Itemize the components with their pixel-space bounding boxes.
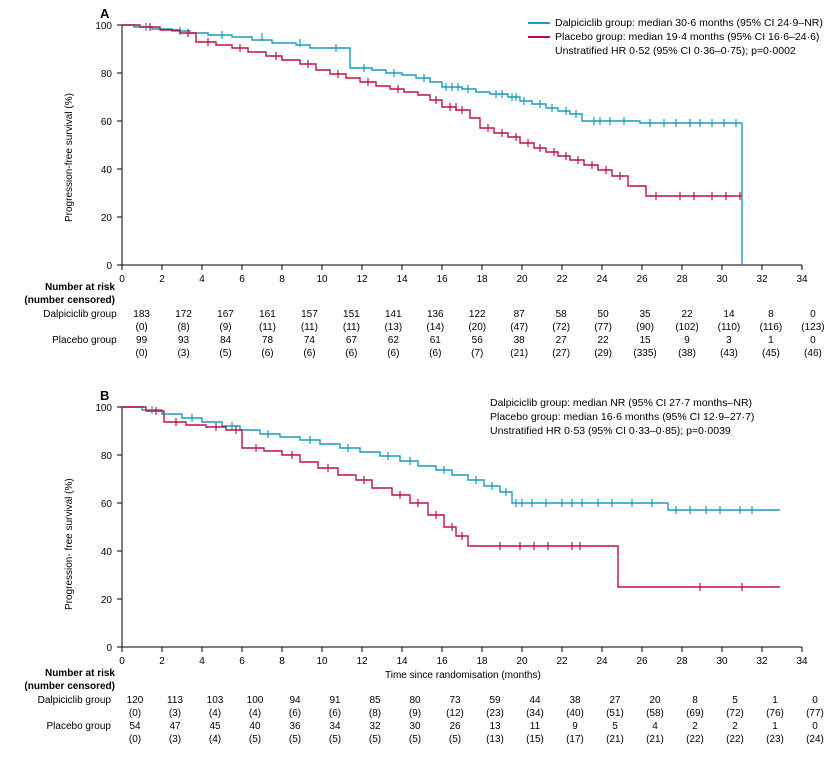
censor-marks-dalpiciclib (146, 23, 736, 127)
censored-value: (5) (288, 734, 302, 745)
svg-text:18: 18 (476, 656, 488, 667)
censored-value: (6) (261, 348, 274, 359)
risk-value: 9 (572, 721, 578, 732)
risk-value: 2 (732, 721, 738, 732)
risk-value: 120 (126, 695, 144, 706)
risk-value: 36 (289, 721, 301, 732)
censored-value: (123) (801, 322, 825, 333)
risk-value: 0 (810, 335, 816, 346)
censored-value: (12) (446, 708, 464, 719)
svg-text:24: 24 (596, 274, 608, 285)
legend-label: Dalpiciclib group: median 30·6 months (95% CI 24·9–NR) (555, 17, 823, 29)
panel-b-plot (0, 382, 834, 682)
risk-value: 8 (768, 309, 774, 320)
censored-value: (17) (566, 734, 584, 745)
svg-text:60: 60 (100, 499, 112, 510)
risk-value: 151 (343, 309, 360, 320)
risk-value: 0 (810, 309, 816, 320)
risk-value: 40 (249, 721, 261, 732)
censored-value: (69) (686, 708, 704, 719)
censored-value: (6) (345, 348, 358, 359)
censored-value: (0) (128, 708, 142, 719)
censored-value: (4) (248, 708, 262, 719)
risk-title-line1: Number at risk (44, 668, 115, 679)
risk-row-label: Placebo group (52, 335, 117, 346)
risk-row-censored (0, 321, 834, 334)
censored-value: (76) (766, 708, 784, 719)
panel-a-letter: A (100, 6, 110, 21)
censored-value: (5) (368, 734, 382, 745)
risk-value: 167 (217, 309, 234, 320)
svg-text:80: 80 (100, 451, 112, 462)
censored-value: (29) (594, 348, 612, 359)
risk-value: 13 (489, 721, 501, 732)
risk-value: 183 (133, 309, 150, 320)
svg-text:6: 6 (239, 274, 245, 285)
svg-text:10: 10 (316, 274, 328, 285)
panel-b-y-axis-title: Progression- free survival (%) (64, 478, 75, 610)
censored-value: (13) (486, 734, 504, 745)
svg-text:12: 12 (356, 274, 368, 285)
svg-text:34: 34 (796, 656, 808, 667)
risk-row-label: Dalpiciclib group (37, 695, 111, 706)
risk-value: 34 (329, 721, 341, 732)
svg-text:4: 4 (199, 656, 205, 667)
censored-value: (34) (526, 708, 544, 719)
panel-b (0, 382, 834, 762)
svg-text:14: 14 (396, 656, 408, 667)
censor-marks-placebo (156, 407, 742, 591)
legend-label: Dalpiciclib group: median NR (95% CI 27·7 months–NR) (490, 397, 753, 409)
risk-value: 73 (449, 695, 461, 706)
risk-value: 5 (732, 695, 738, 706)
panel-b-x-axis-title: Time since randomisation (months) (385, 670, 541, 681)
censored-value: (9) (408, 708, 422, 719)
censored-value: (110) (717, 322, 741, 333)
risk-value: 84 (219, 335, 232, 346)
censored-value: (21) (606, 734, 624, 745)
risk-value: 14 (723, 309, 735, 320)
risk-value: 22 (681, 309, 693, 320)
censored-value: (90) (636, 322, 654, 333)
risk-value: 20 (649, 695, 661, 706)
panel-b-letter: B (100, 388, 110, 403)
censored-value: (11) (300, 322, 318, 333)
svg-text:32: 32 (756, 656, 768, 667)
legend-label: Unstratified HR 0·52 (95% CI 0·36–0·75); p=0·0002 (555, 45, 796, 57)
svg-text:30: 30 (716, 656, 728, 667)
censored-value: (21) (646, 734, 664, 745)
risk-value: 0 (812, 695, 818, 706)
legend-label: Placebo group: median 19·4 months (95% CI 16·6–24·6) (555, 31, 820, 43)
svg-text:28: 28 (676, 656, 688, 667)
censored-value: (0) (135, 348, 148, 359)
svg-text:24: 24 (596, 656, 608, 667)
censored-value: (46) (804, 348, 822, 359)
svg-text:80: 80 (100, 69, 112, 80)
svg-text:26: 26 (636, 656, 648, 667)
censored-value: (23) (766, 734, 784, 745)
svg-text:34: 34 (796, 274, 808, 285)
censored-value: (77) (594, 322, 612, 333)
svg-text:0: 0 (106, 261, 112, 272)
risk-row-label-spacer (0, 707, 115, 720)
risk-value: 50 (597, 309, 609, 320)
censored-value: (27) (552, 348, 571, 359)
censored-value: (72) (726, 708, 744, 719)
censored-value: (7) (471, 348, 484, 359)
censored-value: (5) (448, 734, 462, 745)
risk-value: 1 (772, 695, 778, 706)
risk-value: 35 (639, 309, 651, 320)
risk-value: 93 (178, 335, 190, 346)
risk-value: 45 (209, 721, 221, 732)
risk-value: 141 (384, 309, 402, 320)
risk-row-label: Placebo group (46, 721, 111, 732)
svg-text:0: 0 (119, 656, 125, 667)
risk-value: 27 (609, 695, 621, 706)
risk-value: 22 (597, 335, 609, 346)
censored-value: (3) (168, 708, 182, 719)
risk-value: 122 (468, 309, 486, 320)
legend-label: Unstratified HR 0·53 (95% CI 0·33–0·85); p=0·0039 (490, 425, 731, 437)
svg-text:30: 30 (716, 274, 728, 285)
censored-value: (13) (384, 322, 403, 333)
censored-value: (4) (208, 708, 222, 719)
risk-value: 157 (301, 309, 318, 320)
risk-row (0, 334, 834, 347)
svg-text:20: 20 (100, 213, 112, 224)
svg-text:20: 20 (516, 656, 528, 667)
risk-value: 32 (369, 721, 381, 732)
km-curve-placebo (122, 407, 780, 587)
censored-value: (8) (177, 322, 190, 333)
censored-value: (9) (219, 322, 232, 333)
risk-value: 61 (429, 335, 441, 346)
censored-value: (6) (387, 348, 400, 359)
censored-value: (22) (686, 734, 704, 745)
svg-text:4: 4 (199, 274, 205, 285)
censored-value: (77) (806, 708, 824, 719)
risk-value: 8 (692, 695, 698, 706)
censored-value: (24) (806, 734, 824, 745)
risk-value: 74 (303, 335, 315, 346)
svg-text:2: 2 (159, 274, 165, 285)
svg-text:28: 28 (676, 274, 688, 285)
censored-value: (40) (566, 708, 584, 719)
risk-value: 44 (529, 695, 541, 706)
km-curve-dalpiciclib (122, 407, 780, 510)
risk-value: 0 (812, 721, 818, 732)
svg-text:32: 32 (756, 274, 768, 285)
censored-value: (5) (328, 734, 342, 745)
censored-value: (14) (426, 322, 445, 333)
risk-value: 161 (259, 309, 276, 320)
censored-value: (72) (552, 322, 571, 333)
svg-text:100: 100 (95, 21, 112, 32)
risk-value: 54 (129, 721, 141, 732)
risk-title-line2: (number censored) (24, 295, 115, 306)
svg-text:10: 10 (316, 656, 328, 667)
risk-row (0, 308, 834, 321)
risk-value: 27 (555, 335, 567, 346)
svg-text:22: 22 (556, 274, 568, 285)
km-curve-dalpiciclib (122, 25, 742, 265)
svg-text:0: 0 (119, 274, 125, 285)
risk-row-censored (0, 347, 834, 360)
svg-text:14: 14 (396, 274, 408, 285)
censored-value: (6) (328, 708, 342, 719)
risk-value: 94 (289, 695, 301, 706)
censored-value: (5) (408, 734, 422, 745)
risk-value: 85 (369, 695, 381, 706)
risk-value: 103 (206, 695, 224, 706)
risk-value: 172 (175, 309, 192, 320)
censored-value: (15) (526, 734, 544, 745)
svg-text:8: 8 (279, 656, 285, 667)
risk-value: 9 (684, 335, 690, 346)
svg-text:12: 12 (356, 656, 368, 667)
censored-value: (0) (128, 734, 142, 745)
svg-text:26: 26 (636, 274, 648, 285)
risk-row (0, 694, 834, 707)
risk-value: 15 (639, 335, 651, 346)
risk-value: 59 (489, 695, 501, 706)
risk-row-censored (0, 707, 834, 720)
risk-value: 26 (449, 721, 461, 732)
censored-value: (51) (606, 708, 624, 719)
risk-row-censored (0, 733, 834, 746)
panel-a (0, 0, 834, 380)
censored-value: (116) (759, 322, 783, 333)
risk-value: 113 (167, 695, 183, 706)
risk-value: 67 (345, 335, 357, 346)
risk-value: 1 (772, 721, 778, 732)
censored-value: (0) (135, 322, 148, 333)
risk-value: 5 (612, 721, 618, 732)
svg-text:0: 0 (106, 643, 112, 654)
risk-value: 91 (329, 695, 341, 706)
svg-text:20: 20 (516, 274, 528, 285)
risk-value: 47 (169, 721, 181, 732)
risk-value: 4 (652, 721, 658, 732)
censored-value: (45) (762, 348, 780, 359)
risk-value: 11 (529, 721, 541, 732)
censored-value: (22) (726, 734, 744, 745)
svg-text:20: 20 (100, 595, 112, 606)
risk-row-label-spacer (0, 321, 121, 334)
risk-value: 30 (409, 721, 421, 732)
censored-value: (6) (429, 348, 442, 359)
censored-value: (8) (368, 708, 382, 719)
risk-value: 1 (768, 335, 774, 346)
censored-value: (23) (486, 708, 504, 719)
svg-text:40: 40 (100, 547, 112, 558)
censored-value: (6) (288, 708, 302, 719)
censored-value: (47) (510, 322, 529, 333)
censored-value: (20) (468, 322, 487, 333)
censored-value: (58) (646, 708, 664, 719)
censored-value: (5) (248, 734, 262, 745)
svg-text:16: 16 (436, 656, 448, 667)
censored-value: (3) (177, 348, 190, 359)
panel-a-y-axis-title: Progression-free survival (%) (64, 93, 75, 222)
risk-value: 38 (513, 335, 525, 346)
svg-text:40: 40 (100, 165, 112, 176)
censor-marks-placebo (150, 23, 740, 200)
risk-value: 80 (409, 695, 421, 706)
risk-value: 56 (471, 335, 483, 346)
censored-value: (43) (720, 348, 738, 359)
svg-text:100: 100 (95, 403, 112, 414)
legend-label: Placebo group: median 16·6 months (95% CI 12·9–27·7) (490, 411, 755, 423)
censor-marks-dalpiciclib (152, 406, 755, 514)
risk-value: 58 (555, 309, 567, 320)
censored-value: (6) (303, 348, 316, 359)
risk-row-label-spacer (0, 733, 115, 746)
risk-value: 2 (692, 721, 698, 732)
censored-value: (38) (678, 348, 696, 359)
risk-row-label-spacer (0, 347, 121, 360)
risk-value: 78 (261, 335, 274, 346)
censored-value: (4) (208, 734, 222, 745)
svg-text:22: 22 (556, 656, 568, 667)
panel-a-plot (0, 0, 834, 300)
svg-text:16: 16 (436, 274, 448, 285)
km-curve-placebo (122, 25, 742, 196)
censored-value: (21) (510, 348, 529, 359)
svg-text:2: 2 (159, 656, 165, 667)
risk-row-label: Dalpiciclib group (43, 309, 117, 320)
svg-text:6: 6 (239, 656, 245, 667)
censored-value: (3) (168, 734, 182, 745)
svg-text:18: 18 (476, 274, 488, 285)
risk-value: 99 (136, 335, 148, 346)
risk-value: 136 (426, 309, 444, 320)
censored-value: (102) (675, 322, 699, 333)
censored-value: (11) (258, 322, 276, 333)
censored-value: (11) (342, 322, 360, 333)
risk-title-line2: (number censored) (24, 681, 115, 692)
risk-value: 87 (513, 309, 525, 320)
risk-title-line1: Number at risk (44, 282, 115, 293)
svg-text:8: 8 (279, 274, 285, 285)
svg-text:60: 60 (100, 117, 112, 128)
risk-value: 62 (387, 335, 399, 346)
risk-value: 3 (726, 335, 732, 346)
risk-value: 100 (246, 695, 264, 706)
censored-value: (335) (633, 348, 657, 359)
risk-value: 38 (569, 695, 581, 706)
censored-value: (5) (219, 348, 232, 359)
risk-row (0, 720, 834, 733)
